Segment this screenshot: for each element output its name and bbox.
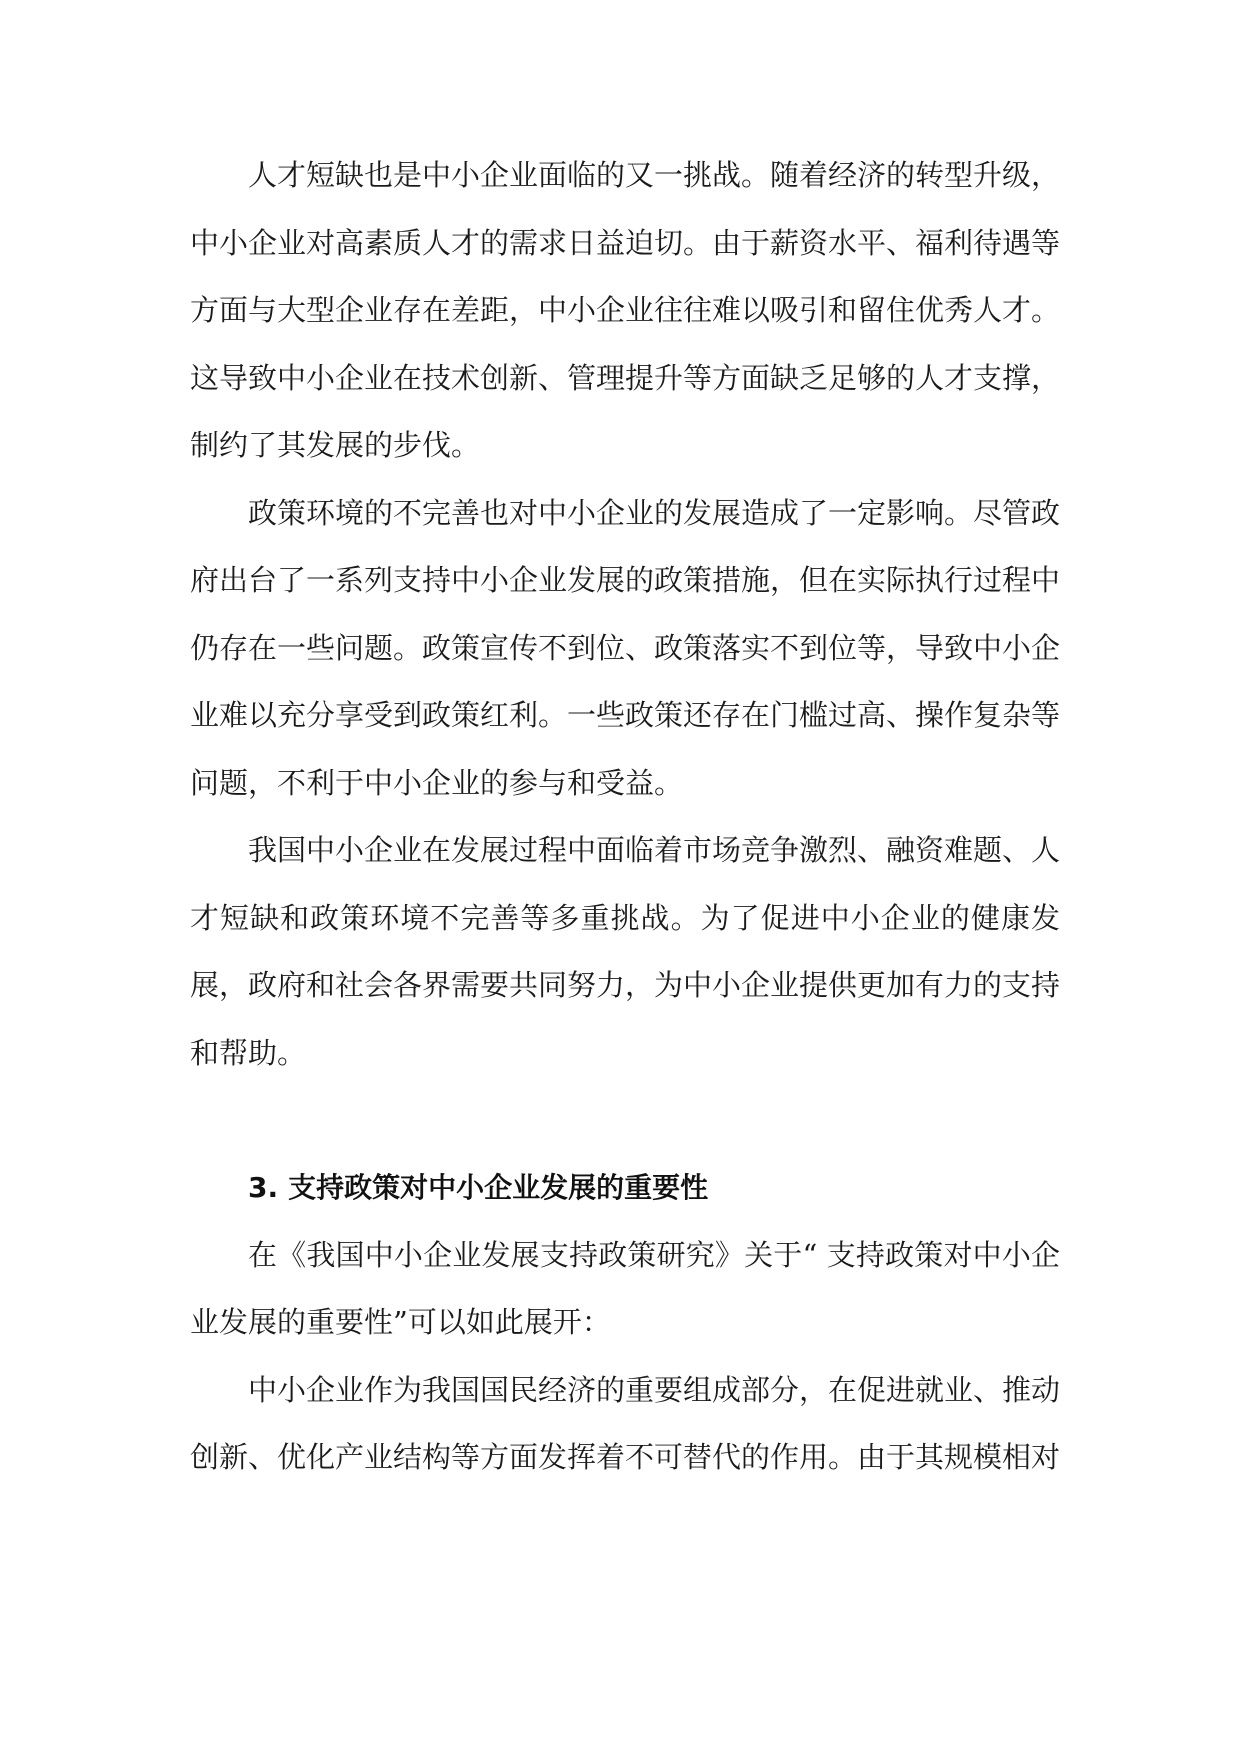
paragraph-section-intro: 在《我国中小企业发展支持政策研究》关于“ 支持政策对中小企业发展的重要性”可以如此展开： (190, 1237, 1060, 1339)
section-spacer (190, 1087, 1060, 1154)
section-heading (190, 1154, 1060, 1222)
paragraph-talent-shortage: 人才短缺也是中小企业面临的又一挑战。随着经济的转型升级，中小企业对高素质人才的需求日益迫切。由于薪资水平、福利待遇等方面与大型企业存在差距，中小企业往往难以吸引和留住优秀人才。这导致中小企业在技术创新、管理提升等方面缺乏足够的人才支撑，制约了其发展的步伐。 (190, 158, 1061, 462)
section-title: 支持政策对中小企业发展的重要性 (288, 1171, 709, 1204)
paragraph-summary-challenges: 我国中小企业在发展过程中面临着市场竞争激烈、融资难题、人才短缺和政策环境不完善等多重挑战。为了促进中小企业的健康发展，政府和社会各界需要共同努力，为中小企业提供更加有力的支持和帮助。 (190, 833, 1061, 1070)
document-body (190, 142, 1060, 1492)
section-number: 3. (248, 1171, 279, 1204)
paragraph-sme-role: 中小企业作为我国国民经济的重要组成部分，在促进就业、推动创新、优化产业结构等方面发挥着不可替代的作用。由于其规模相对 (190, 1372, 1061, 1474)
paragraph-policy-environment: 政策环境的不完善也对中小企业的发展造成了一定影响。尽管政府出台了一系列支持中小企业发展的政策措施，但在实际执行过程中仍存在一些问题。政策宣传不到位、政策落实不到位等，导致中小企业难以充分享受到政策红利。一些政策还存在门槛过高、操作复杂等问题，不利于中小企业的参与和受益。 (190, 495, 1061, 800)
